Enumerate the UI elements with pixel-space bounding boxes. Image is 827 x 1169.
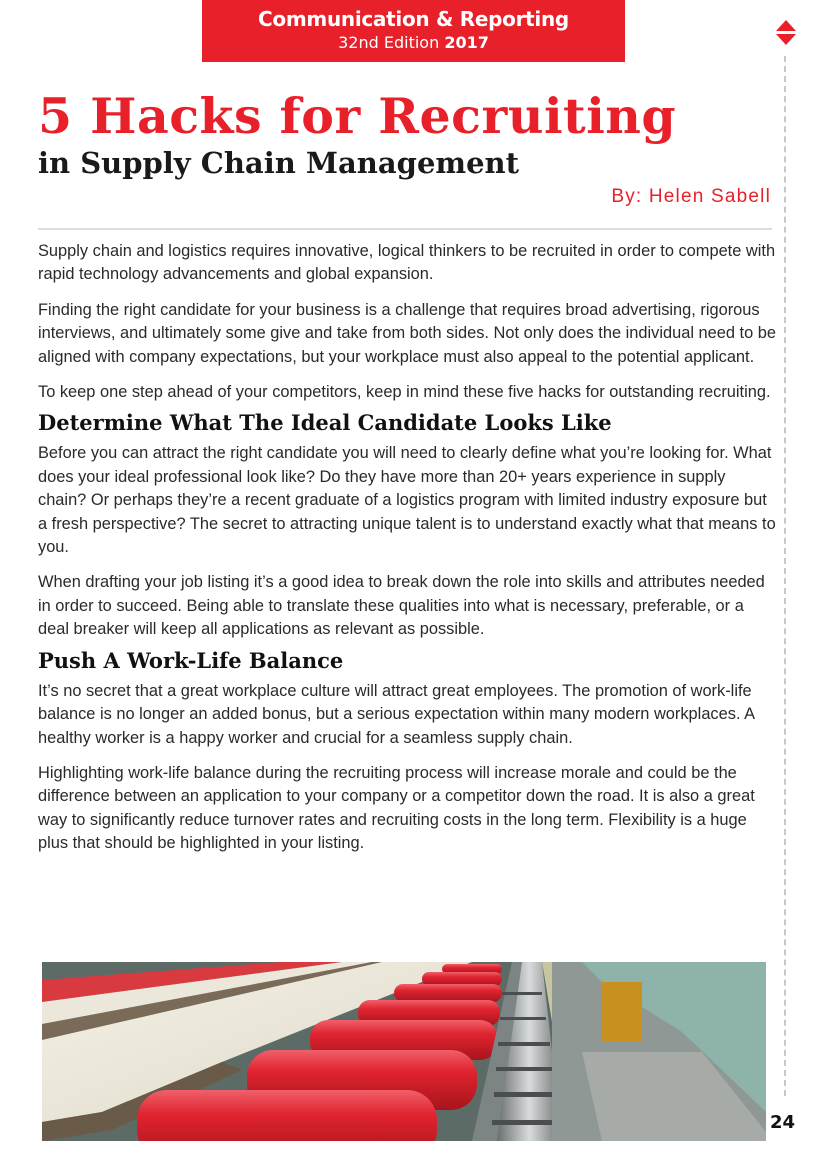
intro-paragraph: Finding the right candidate for your business is a challenge that requires broad advertising, rigorous interviews, and ultimately some give and take from both sides. Not only does the individual need to be aligned with company expectations, but your workplace must also appeal to the potential applicant. — [38, 300, 776, 366]
edition-label — [202, 33, 625, 53]
edition-number: 32nd Edition — [338, 33, 440, 52]
edition-year: 2017 — [444, 33, 489, 52]
title-divider — [38, 228, 772, 230]
section-paragraph: Before you can attract the right candidate you will need to clearly define what you’re looking for. What does your ideal professional look like? Do they have more than 20+ years experience in supply chain? Or perhaps they’re a recent graduate of a logistics program with limited industry exposure but a fresh perspective? The secret to attracting unique talent is to understand exactly what that means to you. — [38, 444, 776, 557]
section-banner — [202, 0, 625, 62]
author-byline: By: Helen Sabell — [611, 186, 771, 207]
section-title: Communication & Reporting — [258, 7, 569, 31]
section-paragraph: When drafting your job listing it’s a good idea to break down the role into skills and attributes needed in order to succeed. Being able to translate these qualities into what is necessary, preferable, or a deal breaker will keep all applications as relevant as possible. — [38, 573, 765, 639]
intro-paragraph: To keep one step ahead of your competitors, keep in mind these five hacks for outstanding recruiting. — [38, 383, 771, 402]
article-subtitle: in Supply Chain Management — [38, 146, 520, 180]
article-body — [38, 240, 778, 868]
section-paragraph: It’s no secret that a great workplace culture will attract great employees. The promotion of work-life balance is no longer an added bonus, but a serious expectation within many modern workplaces. A healthy worker is a happy worker and crucial for a seamless supply chain. — [38, 681, 755, 747]
section-heading: Determine What The Ideal Candidate Looks Like — [38, 410, 612, 436]
margin-dotted-rule — [784, 56, 786, 1096]
section-heading: Push A Work-Life Balance — [38, 647, 344, 673]
section-paragraph: Highlighting work-life balance during the recruiting process will increase morale and could be the difference between an application to your company or a competitor down the road. It is also a great way to significantly reduce turnover rates and recruiting costs in the long term. Flexibility is a huge plus that should be highlighted in your listing. — [38, 763, 755, 853]
conveyor-rollers-photo — [42, 962, 766, 1141]
article-title: 5 Hacks for Recruiting — [38, 87, 677, 145]
up-down-diamond-icon[interactable] — [775, 20, 797, 46]
page-number: 24 — [770, 1112, 796, 1133]
intro-paragraph: Supply chain and logistics requires innovative, logical thinkers to be recruited in order to compete with rapid technology advancements and global expansion. — [38, 242, 776, 284]
